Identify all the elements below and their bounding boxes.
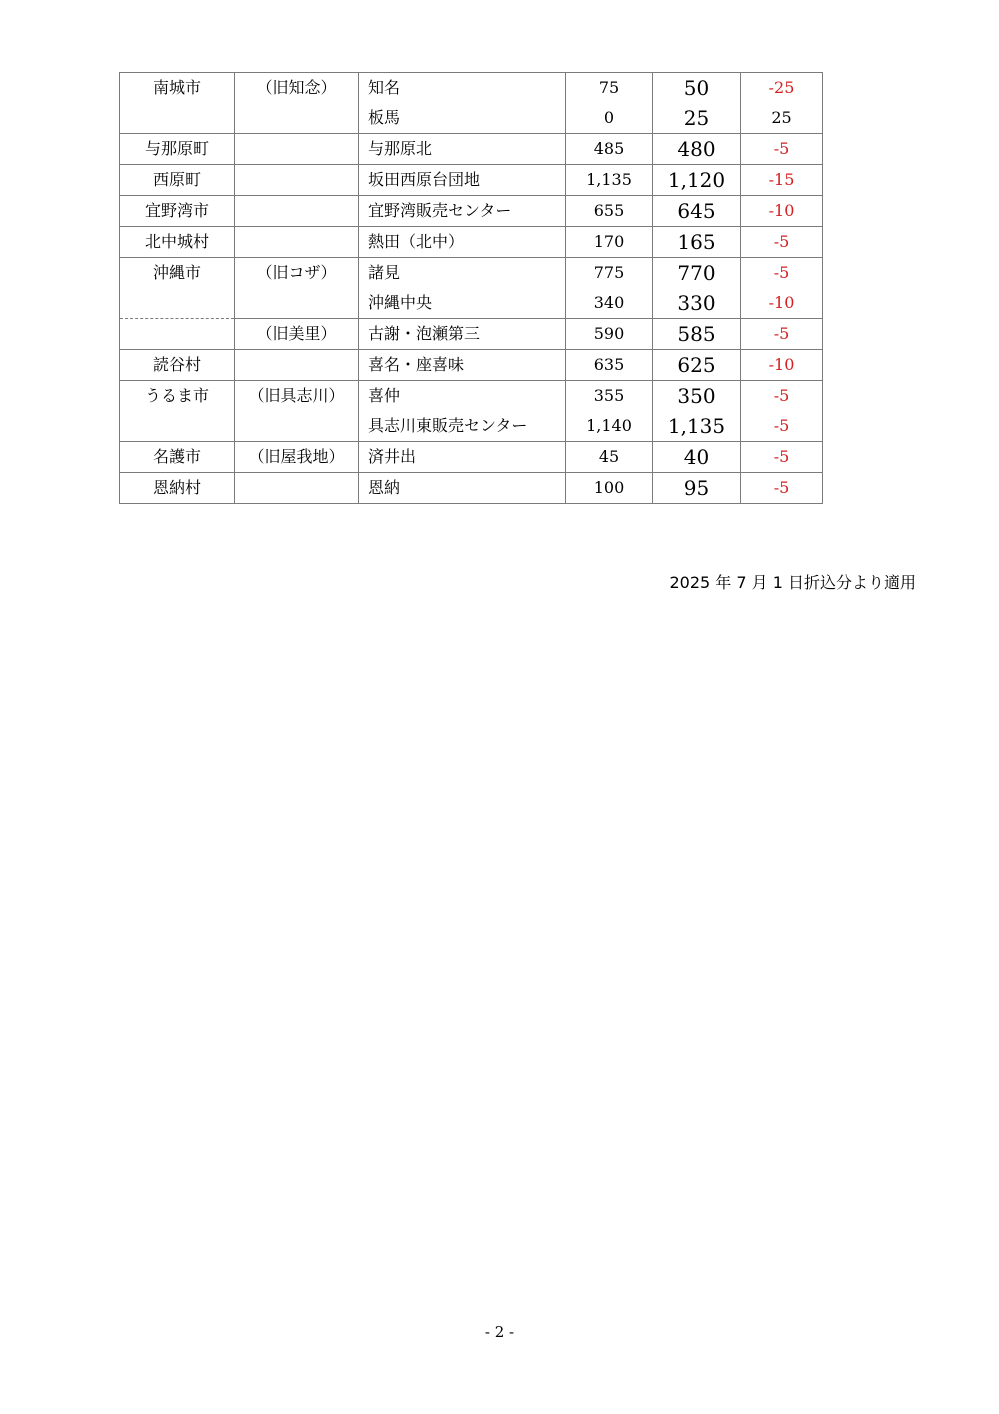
table-row — [120, 196, 823, 227]
previous-count-cell: 355 — [566, 381, 653, 412]
city-cell: 西原町 — [120, 165, 235, 196]
old-area-cell: （旧美里） — [235, 319, 359, 350]
area-cell: 知名 — [359, 73, 566, 104]
effective-date-note: 2025 年 7 月 1 日折込分より適用 — [669, 573, 916, 592]
table-row — [120, 165, 823, 196]
difference-cell: -5 — [741, 227, 823, 258]
area-cell: 熱田（北中） — [359, 227, 566, 258]
table-row — [120, 258, 823, 289]
area-cell: 板馬 — [359, 103, 566, 134]
old-area-cell — [235, 473, 359, 504]
difference-cell: -5 — [741, 381, 823, 412]
table-row — [120, 381, 823, 412]
old-area-cell — [235, 350, 359, 381]
new-count-cell: 770 — [653, 258, 741, 289]
page-number: - 2 - — [484, 1323, 515, 1341]
city-cell: 恩納村 — [120, 473, 235, 504]
new-count-cell: 25 — [653, 103, 741, 134]
previous-count-cell: 45 — [566, 442, 653, 473]
previous-count-cell: 75 — [566, 73, 653, 104]
new-count-cell: 95 — [653, 473, 741, 504]
difference-cell: 25 — [741, 103, 823, 134]
city-cell-empty — [120, 103, 235, 134]
table-row — [120, 134, 823, 165]
old-area-cell — [235, 134, 359, 165]
old-area-cell-empty — [235, 288, 359, 319]
area-cell: 与那原北 — [359, 134, 566, 165]
area-cell: 喜名・座喜味 — [359, 350, 566, 381]
area-cell: 恩納 — [359, 473, 566, 504]
difference-cell: -5 — [741, 473, 823, 504]
area-cell: 坂田西原台団地 — [359, 165, 566, 196]
new-count-cell: 480 — [653, 134, 741, 165]
new-count-cell: 350 — [653, 381, 741, 412]
city-cell: 北中城村 — [120, 227, 235, 258]
difference-cell: -15 — [741, 165, 823, 196]
table-row — [120, 473, 823, 504]
difference-cell: -25 — [741, 73, 823, 104]
difference-cell: -5 — [741, 134, 823, 165]
previous-count-cell: 485 — [566, 134, 653, 165]
difference-cell: -10 — [741, 350, 823, 381]
area-cell: 具志川東販売センター — [359, 411, 566, 442]
city-cell: 名護市 — [120, 442, 235, 473]
difference-cell: -5 — [741, 442, 823, 473]
city-cell-empty — [120, 288, 235, 319]
city-cell — [120, 319, 235, 350]
table-row — [120, 227, 823, 258]
new-count-cell: 585 — [653, 319, 741, 350]
old-area-cell — [235, 165, 359, 196]
city-cell: うるま市 — [120, 381, 235, 412]
new-count-cell: 330 — [653, 288, 741, 319]
distribution-table — [119, 72, 823, 504]
new-count-cell: 40 — [653, 442, 741, 473]
city-cell: 南城市 — [120, 73, 235, 104]
new-count-cell: 50 — [653, 73, 741, 104]
old-area-cell: （旧具志川） — [235, 381, 359, 412]
city-cell: 沖縄市 — [120, 258, 235, 289]
difference-cell: -5 — [741, 319, 823, 350]
previous-count-cell: 1,140 — [566, 411, 653, 442]
area-cell: 沖縄中央 — [359, 288, 566, 319]
old-area-cell: （旧知念） — [235, 73, 359, 104]
previous-count-cell: 655 — [566, 196, 653, 227]
previous-count-cell: 1,135 — [566, 165, 653, 196]
area-cell: 済井出 — [359, 442, 566, 473]
old-area-cell-empty — [235, 103, 359, 134]
previous-count-cell: 340 — [566, 288, 653, 319]
table-row — [120, 442, 823, 473]
difference-cell: -5 — [741, 258, 823, 289]
table-row — [120, 411, 823, 442]
table-row — [120, 288, 823, 319]
new-count-cell: 1,135 — [653, 411, 741, 442]
new-count-cell: 625 — [653, 350, 741, 381]
previous-count-cell: 170 — [566, 227, 653, 258]
area-cell: 古謝・泡瀬第三 — [359, 319, 566, 350]
old-area-cell-empty — [235, 411, 359, 442]
old-area-cell — [235, 196, 359, 227]
old-area-cell: （旧屋我地） — [235, 442, 359, 473]
new-count-cell: 165 — [653, 227, 741, 258]
old-area-cell — [235, 227, 359, 258]
area-cell: 宜野湾販売センター — [359, 196, 566, 227]
city-cell-empty — [120, 411, 235, 442]
city-cell: 与那原町 — [120, 134, 235, 165]
previous-count-cell: 635 — [566, 350, 653, 381]
area-cell: 諸見 — [359, 258, 566, 289]
new-count-cell: 645 — [653, 196, 741, 227]
table-row — [120, 73, 823, 104]
previous-count-cell: 590 — [566, 319, 653, 350]
area-cell: 喜仲 — [359, 381, 566, 412]
table-row — [120, 350, 823, 381]
city-cell: 読谷村 — [120, 350, 235, 381]
table-row — [120, 319, 823, 350]
difference-cell: -10 — [741, 288, 823, 319]
previous-count-cell: 100 — [566, 473, 653, 504]
previous-count-cell: 0 — [566, 103, 653, 134]
city-cell: 宜野湾市 — [120, 196, 235, 227]
table-row — [120, 103, 823, 134]
difference-cell: -5 — [741, 411, 823, 442]
new-count-cell: 1,120 — [653, 165, 741, 196]
difference-cell: -10 — [741, 196, 823, 227]
old-area-cell: （旧コザ） — [235, 258, 359, 289]
previous-count-cell: 775 — [566, 258, 653, 289]
